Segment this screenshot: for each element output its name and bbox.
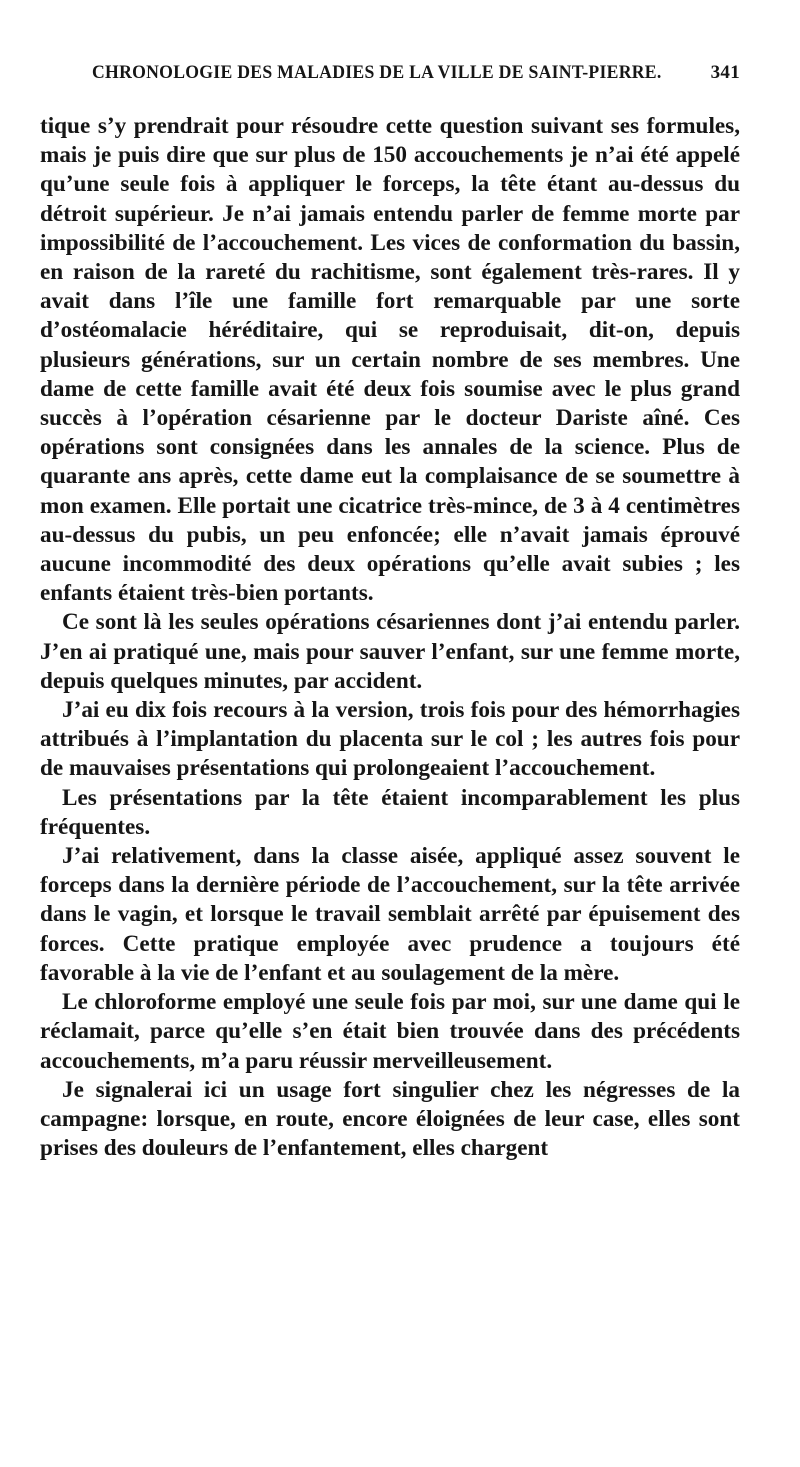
paragraph: J’ai relativement, dans la classe aisée, appliqué assez souvent le forceps dans la dernière période de l’accouchement, sur la tête arrivée dans le vagin, et lorsque le travail semblait arrêté par épuisement des forces. Cette pratique employée avec prudence a toujours été favorable à la vie de l’enfant et au soulagement de la mère.: [40, 843, 740, 986]
paragraph: tique s’y prendrait pour résoudre cette question suivant ses formules, mais je puis dire que sur plus de 150 accouchements je n’ai été appelé qu’une seule fois à appliquer le forceps, la tête étant au-dessus du détroit supérieur. Je n’ai jamais entendu parler de femme morte par impossibilité de l’accouchement. Les vices de conformation du bassin, en raison de la rareté du rachitisme, sont également très-rares. Il y avait dans l’île une famille fort remarquable par une sorte d’ostéomalacie héréditaire, qui se reproduisait, dit-on, depuis plusieurs générations, sur un certain nombre de ses membres. Une dame de cette famille avait été deux fois soumise avec le plus grand succès à l’opération césarienne par le docteur Dariste aîné. Ces opérations sont consignées dans les annales de la science. Plus de quarante ans après, cette dame eut la complaisance de se soumettre à mon examen. Elle portait une cicatrice très-mince, de 3 à 4 centimètres au-dessus du pubis, un peu enfoncée; elle n’avait jamais éprouvé aucune incommodité des deux opérations qu’elle avait subies ; les enfants étaient très-bien portants.: [40, 113, 740, 607]
paragraph: Le chloroforme employé une seule fois par moi, sur une dame qui le réclamait, parce qu’elle s’en était bien trouvée dans des précédents accouchements, m’a paru réussir merveilleusement.: [40, 989, 740, 1074]
paragraph: J’ai eu dix fois recours à la version, trois fois pour des hémorrhagies attribués à l’implantation du placenta sur le col ; les autres fois pour de mauvaises présentations qui prolongeaient l’accouchement.: [40, 697, 740, 782]
paragraph: Les présentations par la tête étaient incomparablement les plus fréquentes.: [40, 784, 740, 840]
page-number: 341: [710, 62, 740, 83]
paragraph: Ce sont là les seules opérations césariennes dont j’ai entendu parler. J’en ai pratiqué une, mais pour sauver l’enfant, sur une femme morte, depuis quelques minutes, par accident.: [40, 609, 740, 694]
running-title: CHRONOLOGIE DES MALADIES DE LA VILLE DE SAINT-PIERRE.: [92, 62, 662, 83]
paragraph: Je signalerai ici un usage fort singulier chez les négresses de la campagne: lorsque, en route, encore éloignées de leur case, elles sont prises des douleurs de l’enfantement, elles chargent: [40, 1076, 740, 1162]
body-text: [40, 112, 740, 1163]
page-header: [92, 62, 740, 92]
